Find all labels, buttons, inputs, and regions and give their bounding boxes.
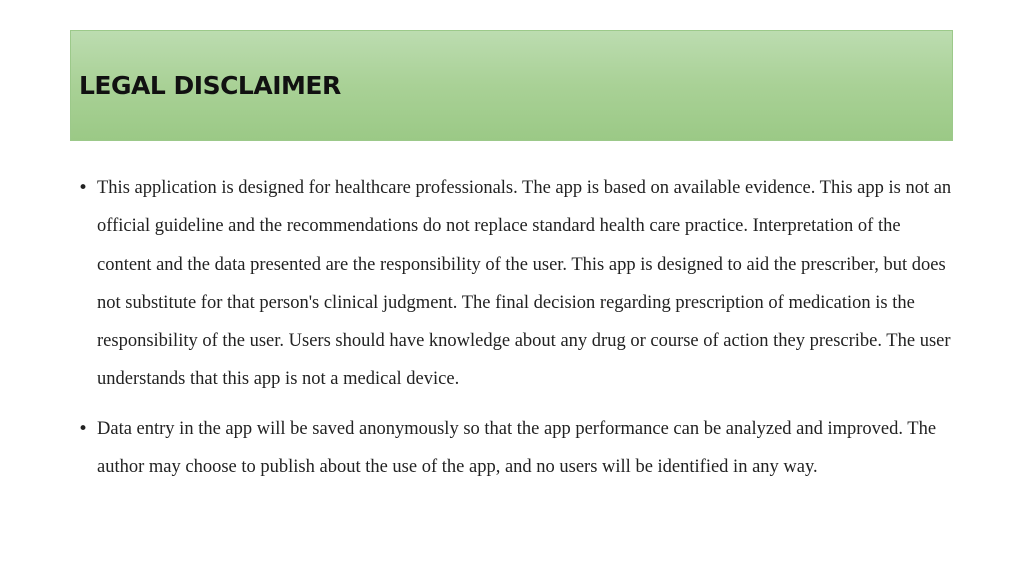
bullet-dot-icon: • (78, 418, 89, 439)
bullet-text: This application is designed for healthcare professionals. The app is based on available evidence. This app is not an official guideline and the recommendations do not replace standard health care practice. Interpretation of the content and the data presented are the responsibility of the user. This app is designed to aid the prescriber, but does not substitute for that person's clinical judgment. The final decision regarding prescription of medication is the responsibility of the user. Users should have knowledge about any drug or course of action they prescribe. The user understands that this app is not a medical device. (97, 178, 952, 390)
bullet-item (78, 169, 958, 399)
bullet-item (78, 410, 958, 487)
bullet-text: Data entry in the app will be saved anonymously so that the app performance can be analyzed and improved. The author may choose to publish about the use of the app, and no users will be identified in any way. (97, 418, 937, 478)
bullet-list (78, 169, 958, 497)
slide-title: LEGAL DISCLAIMER (79, 71, 341, 100)
title-banner (70, 30, 953, 141)
bullet-dot-icon: • (78, 178, 89, 198)
